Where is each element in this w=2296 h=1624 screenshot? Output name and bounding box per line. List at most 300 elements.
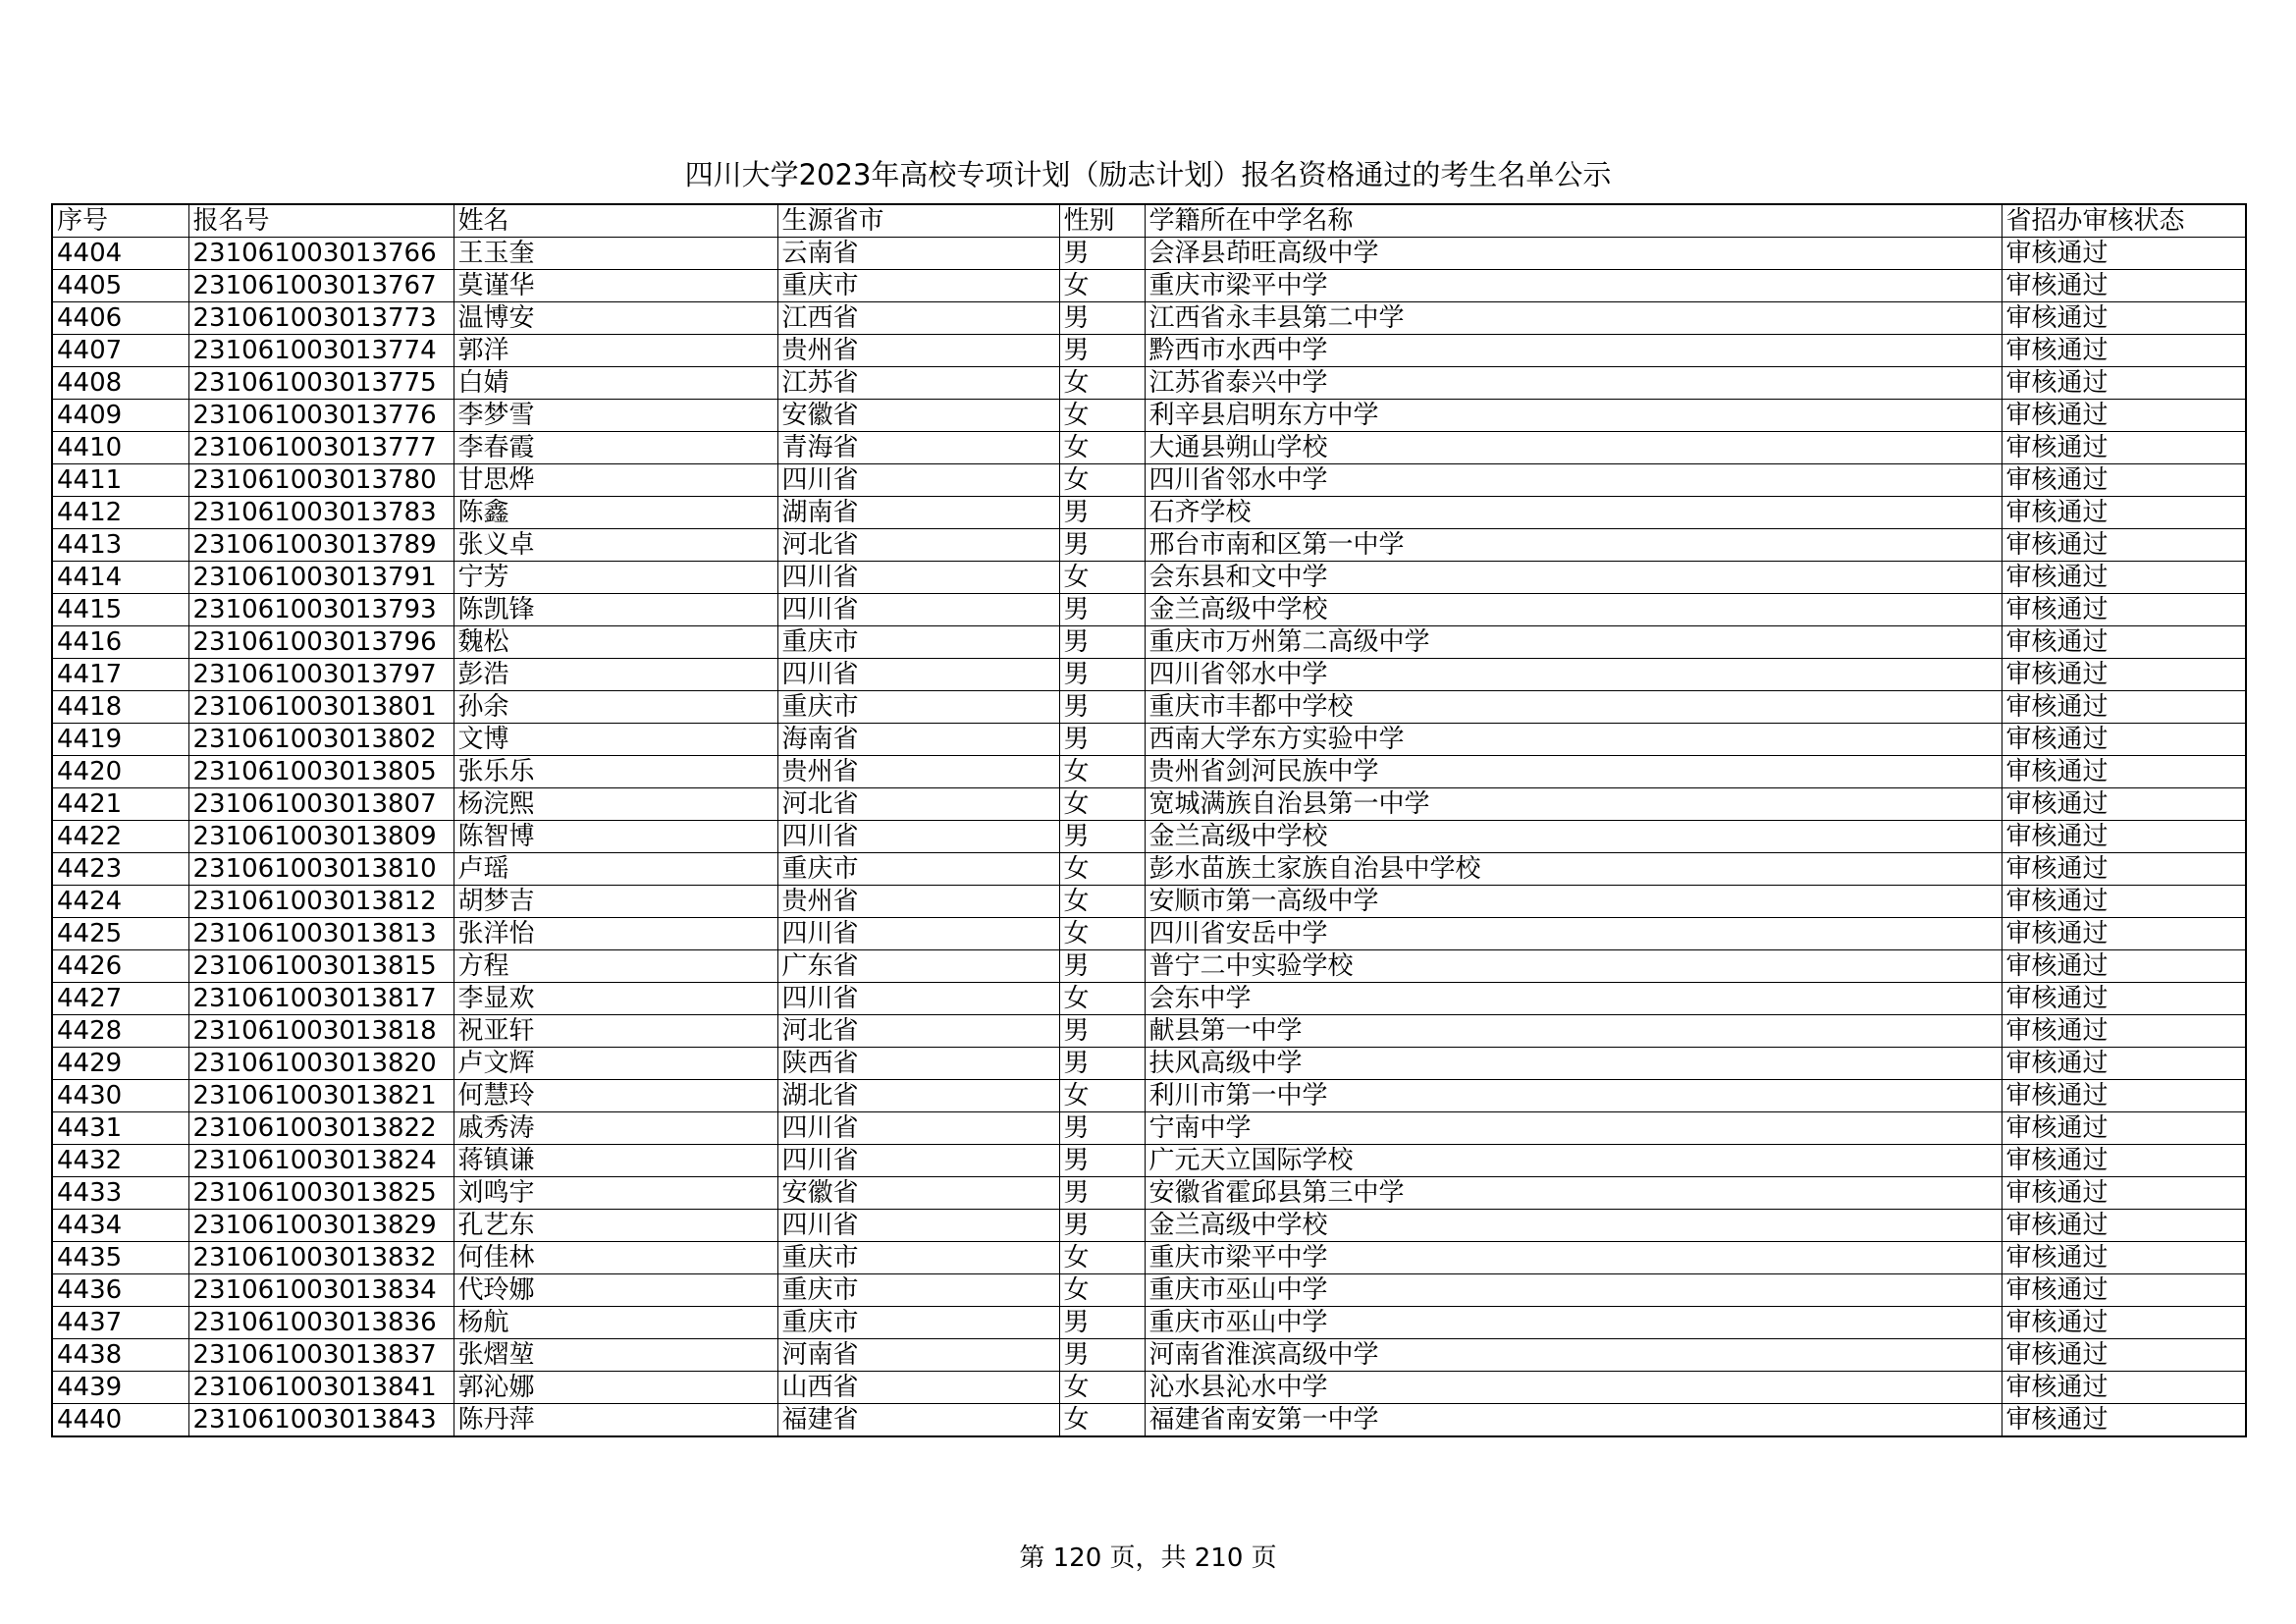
cell-province: 河北省 <box>777 1015 1059 1048</box>
col-header-name: 姓名 <box>454 204 777 238</box>
cell-name: 彭浩 <box>454 659 777 691</box>
cell-index: 4427 <box>52 983 188 1015</box>
cell-name: 郭沁娜 <box>454 1372 777 1404</box>
cell-gender: 女 <box>1059 367 1145 400</box>
table-row <box>52 302 2246 335</box>
cell-name: 张义卓 <box>454 529 777 562</box>
cell-review-status: 审核通过 <box>2002 1242 2246 1274</box>
cell-index: 4424 <box>52 886 188 918</box>
table-row <box>52 918 2246 950</box>
cell-index: 4408 <box>52 367 188 400</box>
cell-registration-no: 231061003013822 <box>188 1112 454 1145</box>
cell-registration-no: 231061003013812 <box>188 886 454 918</box>
cell-name: 杨航 <box>454 1307 777 1339</box>
cell-registration-no: 231061003013793 <box>188 594 454 626</box>
cell-province: 河南省 <box>777 1339 1059 1372</box>
table-row <box>52 756 2246 788</box>
cell-province: 青海省 <box>777 432 1059 464</box>
cell-review-status: 审核通过 <box>2002 1080 2246 1112</box>
cell-gender: 男 <box>1059 302 1145 335</box>
cell-province: 江西省 <box>777 302 1059 335</box>
cell-registration-no: 231061003013783 <box>188 497 454 529</box>
table-row <box>52 691 2246 724</box>
cell-school: 重庆市万州第二高级中学 <box>1145 626 2002 659</box>
cell-province: 河北省 <box>777 529 1059 562</box>
cell-school: 安徽省霍邱县第三中学 <box>1145 1177 2002 1210</box>
cell-review-status: 审核通过 <box>2002 1112 2246 1145</box>
cell-name: 白婧 <box>454 367 777 400</box>
cell-review-status: 审核通过 <box>2002 1274 2246 1307</box>
table-row <box>52 1339 2246 1372</box>
page-title: 四川大学2023年高校专项计划（励志计划）报名资格通过的考生名单公示 <box>684 158 1612 191</box>
table-row <box>52 1307 2246 1339</box>
cell-province: 四川省 <box>777 1112 1059 1145</box>
cell-gender: 女 <box>1059 562 1145 594</box>
cell-review-status: 审核通过 <box>2002 1145 2246 1177</box>
cell-province: 湖南省 <box>777 497 1059 529</box>
cell-name: 方程 <box>454 950 777 983</box>
table-row <box>52 659 2246 691</box>
cell-gender: 女 <box>1059 983 1145 1015</box>
cell-name: 魏松 <box>454 626 777 659</box>
cell-registration-no: 231061003013832 <box>188 1242 454 1274</box>
cell-registration-no: 231061003013820 <box>188 1048 454 1080</box>
cell-gender: 男 <box>1059 1048 1145 1080</box>
cell-school: 利川市第一中学 <box>1145 1080 2002 1112</box>
cell-name: 陈鑫 <box>454 497 777 529</box>
table-row <box>52 432 2246 464</box>
cell-review-status: 审核通过 <box>2002 724 2246 756</box>
cell-school: 河南省淮滨高级中学 <box>1145 1339 2002 1372</box>
cell-index: 4425 <box>52 918 188 950</box>
cell-review-status: 审核通过 <box>2002 1015 2246 1048</box>
cell-school: 邢台市南和区第一中学 <box>1145 529 2002 562</box>
table-row <box>52 464 2246 497</box>
cell-gender: 女 <box>1059 1274 1145 1307</box>
cell-name: 卢瑶 <box>454 853 777 886</box>
cell-index: 4439 <box>52 1372 188 1404</box>
cell-gender: 男 <box>1059 691 1145 724</box>
cell-index: 4423 <box>52 853 188 886</box>
cell-school: 沁水县沁水中学 <box>1145 1372 2002 1404</box>
table-row <box>52 1404 2246 1437</box>
col-header-school: 学籍所在中学名称 <box>1145 204 2002 238</box>
cell-province: 山西省 <box>777 1372 1059 1404</box>
cell-registration-no: 231061003013834 <box>188 1274 454 1307</box>
cell-index: 4432 <box>52 1145 188 1177</box>
cell-province: 贵州省 <box>777 886 1059 918</box>
cell-registration-no: 231061003013818 <box>188 1015 454 1048</box>
cell-registration-no: 231061003013824 <box>188 1145 454 1177</box>
cell-index: 4437 <box>52 1307 188 1339</box>
cell-index: 4421 <box>52 788 188 821</box>
cell-gender: 女 <box>1059 886 1145 918</box>
cell-school: 黔西市水西中学 <box>1145 335 2002 367</box>
cell-review-status: 审核通过 <box>2002 238 2246 270</box>
cell-name: 杨浣熙 <box>454 788 777 821</box>
cell-registration-no: 231061003013775 <box>188 367 454 400</box>
cell-province: 贵州省 <box>777 335 1059 367</box>
cell-name: 李春霞 <box>454 432 777 464</box>
cell-name: 莫谨华 <box>454 270 777 302</box>
cell-name: 孔艺东 <box>454 1210 777 1242</box>
cell-index: 4422 <box>52 821 188 853</box>
table-row <box>52 367 2246 400</box>
table-header-row <box>52 204 2246 238</box>
candidate-table <box>51 203 2247 1437</box>
cell-school: 宽城满族自治县第一中学 <box>1145 788 2002 821</box>
cell-province: 陕西省 <box>777 1048 1059 1080</box>
cell-review-status: 审核通过 <box>2002 497 2246 529</box>
cell-review-status: 审核通过 <box>2002 1210 2246 1242</box>
cell-school: 四川省邻水中学 <box>1145 659 2002 691</box>
cell-review-status: 审核通过 <box>2002 400 2246 432</box>
cell-registration-no: 231061003013789 <box>188 529 454 562</box>
cell-gender: 女 <box>1059 400 1145 432</box>
cell-review-status: 审核通过 <box>2002 1339 2246 1372</box>
cell-name: 陈智博 <box>454 821 777 853</box>
cell-review-status: 审核通过 <box>2002 335 2246 367</box>
cell-registration-no: 231061003013825 <box>188 1177 454 1210</box>
cell-school: 重庆市丰都中学校 <box>1145 691 2002 724</box>
cell-school: 重庆市巫山中学 <box>1145 1307 2002 1339</box>
cell-registration-no: 231061003013843 <box>188 1404 454 1437</box>
cell-province: 贵州省 <box>777 756 1059 788</box>
table-row <box>52 886 2246 918</box>
cell-gender: 男 <box>1059 950 1145 983</box>
cell-province: 重庆市 <box>777 853 1059 886</box>
cell-registration-no: 231061003013815 <box>188 950 454 983</box>
table-row <box>52 1242 2246 1274</box>
cell-school: 石齐学校 <box>1145 497 2002 529</box>
cell-index: 4406 <box>52 302 188 335</box>
cell-province: 四川省 <box>777 1145 1059 1177</box>
cell-gender: 男 <box>1059 1210 1145 1242</box>
cell-review-status: 审核通过 <box>2002 562 2246 594</box>
table-row <box>52 529 2246 562</box>
table-row <box>52 1080 2246 1112</box>
cell-index: 4435 <box>52 1242 188 1274</box>
cell-name: 王玉奎 <box>454 238 777 270</box>
cell-school: 普宁二中实验学校 <box>1145 950 2002 983</box>
page-footer: 第 120 页，共 210 页 <box>1019 1543 1277 1573</box>
cell-gender: 女 <box>1059 1372 1145 1404</box>
cell-gender: 女 <box>1059 432 1145 464</box>
cell-index: 4410 <box>52 432 188 464</box>
cell-gender: 男 <box>1059 1112 1145 1145</box>
table-row <box>52 1048 2246 1080</box>
table-row <box>52 562 2246 594</box>
cell-gender: 男 <box>1059 724 1145 756</box>
cell-province: 重庆市 <box>777 1307 1059 1339</box>
cell-review-status: 审核通过 <box>2002 983 2246 1015</box>
cell-school: 贵州省剑河民族中学 <box>1145 756 2002 788</box>
cell-registration-no: 231061003013796 <box>188 626 454 659</box>
cell-registration-no: 231061003013766 <box>188 238 454 270</box>
cell-review-status: 审核通过 <box>2002 1177 2246 1210</box>
cell-review-status: 审核通过 <box>2002 756 2246 788</box>
col-header-index: 序号 <box>52 204 188 238</box>
cell-index: 4416 <box>52 626 188 659</box>
cell-registration-no: 231061003013791 <box>188 562 454 594</box>
cell-school: 江西省永丰县第二中学 <box>1145 302 2002 335</box>
cell-name: 张乐乐 <box>454 756 777 788</box>
cell-review-status: 审核通过 <box>2002 464 2246 497</box>
cell-gender: 男 <box>1059 626 1145 659</box>
table-row <box>52 594 2246 626</box>
cell-school: 宁南中学 <box>1145 1112 2002 1145</box>
table-row <box>52 400 2246 432</box>
cell-gender: 女 <box>1059 853 1145 886</box>
cell-registration-no: 231061003013802 <box>188 724 454 756</box>
cell-name: 陈丹萍 <box>454 1404 777 1437</box>
cell-index: 4428 <box>52 1015 188 1048</box>
cell-review-status: 审核通过 <box>2002 821 2246 853</box>
cell-school: 四川省邻水中学 <box>1145 464 2002 497</box>
cell-name: 戚秀涛 <box>454 1112 777 1145</box>
cell-index: 4433 <box>52 1177 188 1210</box>
cell-index: 4426 <box>52 950 188 983</box>
cell-name: 何慧玲 <box>454 1080 777 1112</box>
cell-index: 4415 <box>52 594 188 626</box>
cell-gender: 男 <box>1059 529 1145 562</box>
cell-gender: 男 <box>1059 1339 1145 1372</box>
cell-school: 重庆市巫山中学 <box>1145 1274 2002 1307</box>
cell-registration-no: 231061003013810 <box>188 853 454 886</box>
cell-registration-no: 231061003013841 <box>188 1372 454 1404</box>
cell-name: 胡梦吉 <box>454 886 777 918</box>
cell-registration-no: 231061003013837 <box>188 1339 454 1372</box>
cell-review-status: 审核通过 <box>2002 1372 2246 1404</box>
cell-province: 四川省 <box>777 594 1059 626</box>
cell-name: 刘鸣宇 <box>454 1177 777 1210</box>
cell-province: 广东省 <box>777 950 1059 983</box>
cell-registration-no: 231061003013829 <box>188 1210 454 1242</box>
cell-gender: 男 <box>1059 497 1145 529</box>
cell-review-status: 审核通过 <box>2002 529 2246 562</box>
cell-province: 重庆市 <box>777 1242 1059 1274</box>
cell-name: 甘思烨 <box>454 464 777 497</box>
table-row <box>52 270 2246 302</box>
cell-province: 四川省 <box>777 1210 1059 1242</box>
cell-gender: 女 <box>1059 788 1145 821</box>
table-row <box>52 1112 2246 1145</box>
cell-registration-no: 231061003013773 <box>188 302 454 335</box>
cell-school: 金兰高级中学校 <box>1145 594 2002 626</box>
cell-review-status: 审核通过 <box>2002 594 2246 626</box>
cell-registration-no: 231061003013817 <box>188 983 454 1015</box>
cell-name: 宁芳 <box>454 562 777 594</box>
cell-index: 4436 <box>52 1274 188 1307</box>
cell-index: 4411 <box>52 464 188 497</box>
table-row <box>52 1372 2246 1404</box>
cell-name: 张洋怡 <box>454 918 777 950</box>
cell-province: 湖北省 <box>777 1080 1059 1112</box>
cell-school: 重庆市梁平中学 <box>1145 270 2002 302</box>
table-row <box>52 788 2246 821</box>
cell-school: 金兰高级中学校 <box>1145 821 2002 853</box>
cell-school: 福建省南安第一中学 <box>1145 1404 2002 1437</box>
cell-registration-no: 231061003013801 <box>188 691 454 724</box>
cell-registration-no: 231061003013774 <box>188 335 454 367</box>
table-row <box>52 335 2246 367</box>
table-row <box>52 983 2246 1015</box>
cell-gender: 女 <box>1059 270 1145 302</box>
table-row <box>52 1274 2246 1307</box>
cell-review-status: 审核通过 <box>2002 853 2246 886</box>
cell-review-status: 审核通过 <box>2002 432 2246 464</box>
cell-name: 郭洋 <box>454 335 777 367</box>
cell-gender: 女 <box>1059 1242 1145 1274</box>
cell-school: 会东中学 <box>1145 983 2002 1015</box>
cell-review-status: 审核通过 <box>2002 302 2246 335</box>
cell-review-status: 审核通过 <box>2002 1404 2246 1437</box>
cell-gender: 男 <box>1059 1015 1145 1048</box>
cell-school: 江苏省泰兴中学 <box>1145 367 2002 400</box>
cell-name: 李梦雪 <box>454 400 777 432</box>
cell-name: 蒋镇谦 <box>454 1145 777 1177</box>
cell-name: 孙余 <box>454 691 777 724</box>
cell-index: 4429 <box>52 1048 188 1080</box>
cell-school: 大通县朔山学校 <box>1145 432 2002 464</box>
cell-review-status: 审核通过 <box>2002 886 2246 918</box>
cell-province: 四川省 <box>777 659 1059 691</box>
cell-index: 4438 <box>52 1339 188 1372</box>
cell-school: 四川省安岳中学 <box>1145 918 2002 950</box>
cell-school: 重庆市梁平中学 <box>1145 1242 2002 1274</box>
cell-index: 4431 <box>52 1112 188 1145</box>
cell-index: 4404 <box>52 238 188 270</box>
cell-registration-no: 231061003013821 <box>188 1080 454 1112</box>
cell-school: 安顺市第一高级中学 <box>1145 886 2002 918</box>
table-row <box>52 853 2246 886</box>
col-header-gender: 性别 <box>1059 204 1145 238</box>
cell-school: 金兰高级中学校 <box>1145 1210 2002 1242</box>
cell-name: 李显欢 <box>454 983 777 1015</box>
cell-school: 彭水苗族土家族自治县中学校 <box>1145 853 2002 886</box>
cell-school: 利辛县启明东方中学 <box>1145 400 2002 432</box>
cell-gender: 男 <box>1059 1307 1145 1339</box>
cell-school: 扶风高级中学 <box>1145 1048 2002 1080</box>
cell-name: 何佳林 <box>454 1242 777 1274</box>
table-row <box>52 1015 2246 1048</box>
cell-province: 重庆市 <box>777 270 1059 302</box>
cell-province: 海南省 <box>777 724 1059 756</box>
cell-school: 献县第一中学 <box>1145 1015 2002 1048</box>
cell-gender: 男 <box>1059 1145 1145 1177</box>
cell-province: 云南省 <box>777 238 1059 270</box>
cell-review-status: 审核通过 <box>2002 691 2246 724</box>
cell-index: 4412 <box>52 497 188 529</box>
cell-index: 4419 <box>52 724 188 756</box>
cell-index: 4420 <box>52 756 188 788</box>
cell-review-status: 审核通过 <box>2002 1048 2246 1080</box>
cell-review-status: 审核通过 <box>2002 950 2246 983</box>
col-header-registration-no: 报名号 <box>188 204 454 238</box>
cell-name: 文博 <box>454 724 777 756</box>
cell-school: 西南大学东方实验中学 <box>1145 724 2002 756</box>
cell-province: 四川省 <box>777 918 1059 950</box>
cell-school: 广元天立国际学校 <box>1145 1145 2002 1177</box>
cell-province: 四川省 <box>777 821 1059 853</box>
cell-review-status: 审核通过 <box>2002 1307 2246 1339</box>
cell-registration-no: 231061003013777 <box>188 432 454 464</box>
cell-registration-no: 231061003013813 <box>188 918 454 950</box>
cell-review-status: 审核通过 <box>2002 367 2246 400</box>
cell-gender: 女 <box>1059 918 1145 950</box>
cell-review-status: 审核通过 <box>2002 918 2246 950</box>
cell-review-status: 审核通过 <box>2002 270 2246 302</box>
cell-index: 4405 <box>52 270 188 302</box>
cell-registration-no: 231061003013780 <box>188 464 454 497</box>
cell-registration-no: 231061003013836 <box>188 1307 454 1339</box>
cell-name: 代玲娜 <box>454 1274 777 1307</box>
table-row <box>52 238 2246 270</box>
cell-registration-no: 231061003013805 <box>188 756 454 788</box>
cell-index: 4417 <box>52 659 188 691</box>
cell-review-status: 审核通过 <box>2002 626 2246 659</box>
cell-gender: 男 <box>1059 821 1145 853</box>
cell-registration-no: 231061003013767 <box>188 270 454 302</box>
cell-index: 4409 <box>52 400 188 432</box>
cell-registration-no: 231061003013797 <box>188 659 454 691</box>
cell-province: 安徽省 <box>777 1177 1059 1210</box>
cell-gender: 女 <box>1059 464 1145 497</box>
cell-index: 4418 <box>52 691 188 724</box>
cell-registration-no: 231061003013776 <box>188 400 454 432</box>
cell-registration-no: 231061003013807 <box>188 788 454 821</box>
cell-province: 四川省 <box>777 464 1059 497</box>
cell-province: 重庆市 <box>777 626 1059 659</box>
cell-gender: 男 <box>1059 659 1145 691</box>
cell-school: 会泽县茚旺高级中学 <box>1145 238 2002 270</box>
table-row <box>52 950 2246 983</box>
cell-index: 4434 <box>52 1210 188 1242</box>
cell-name: 张熠堃 <box>454 1339 777 1372</box>
cell-province: 安徽省 <box>777 400 1059 432</box>
cell-index: 4407 <box>52 335 188 367</box>
cell-gender: 女 <box>1059 1080 1145 1112</box>
table-row <box>52 1210 2246 1242</box>
cell-province: 河北省 <box>777 788 1059 821</box>
table-row <box>52 821 2246 853</box>
cell-province: 四川省 <box>777 562 1059 594</box>
cell-gender: 女 <box>1059 1404 1145 1437</box>
table-row <box>52 724 2246 756</box>
cell-index: 4413 <box>52 529 188 562</box>
cell-index: 4430 <box>52 1080 188 1112</box>
cell-name: 温博安 <box>454 302 777 335</box>
cell-province: 四川省 <box>777 983 1059 1015</box>
cell-index: 4440 <box>52 1404 188 1437</box>
cell-gender: 男 <box>1059 1177 1145 1210</box>
table-row <box>52 1145 2246 1177</box>
cell-school: 会东县和文中学 <box>1145 562 2002 594</box>
cell-gender: 女 <box>1059 756 1145 788</box>
cell-name: 卢文辉 <box>454 1048 777 1080</box>
cell-gender: 男 <box>1059 594 1145 626</box>
cell-name: 祝亚轩 <box>454 1015 777 1048</box>
cell-province: 江苏省 <box>777 367 1059 400</box>
cell-province: 重庆市 <box>777 691 1059 724</box>
cell-index: 4414 <box>52 562 188 594</box>
cell-gender: 男 <box>1059 238 1145 270</box>
cell-review-status: 审核通过 <box>2002 659 2246 691</box>
table-row <box>52 1177 2246 1210</box>
cell-province: 重庆市 <box>777 1274 1059 1307</box>
table-row <box>52 497 2246 529</box>
cell-registration-no: 231061003013809 <box>188 821 454 853</box>
